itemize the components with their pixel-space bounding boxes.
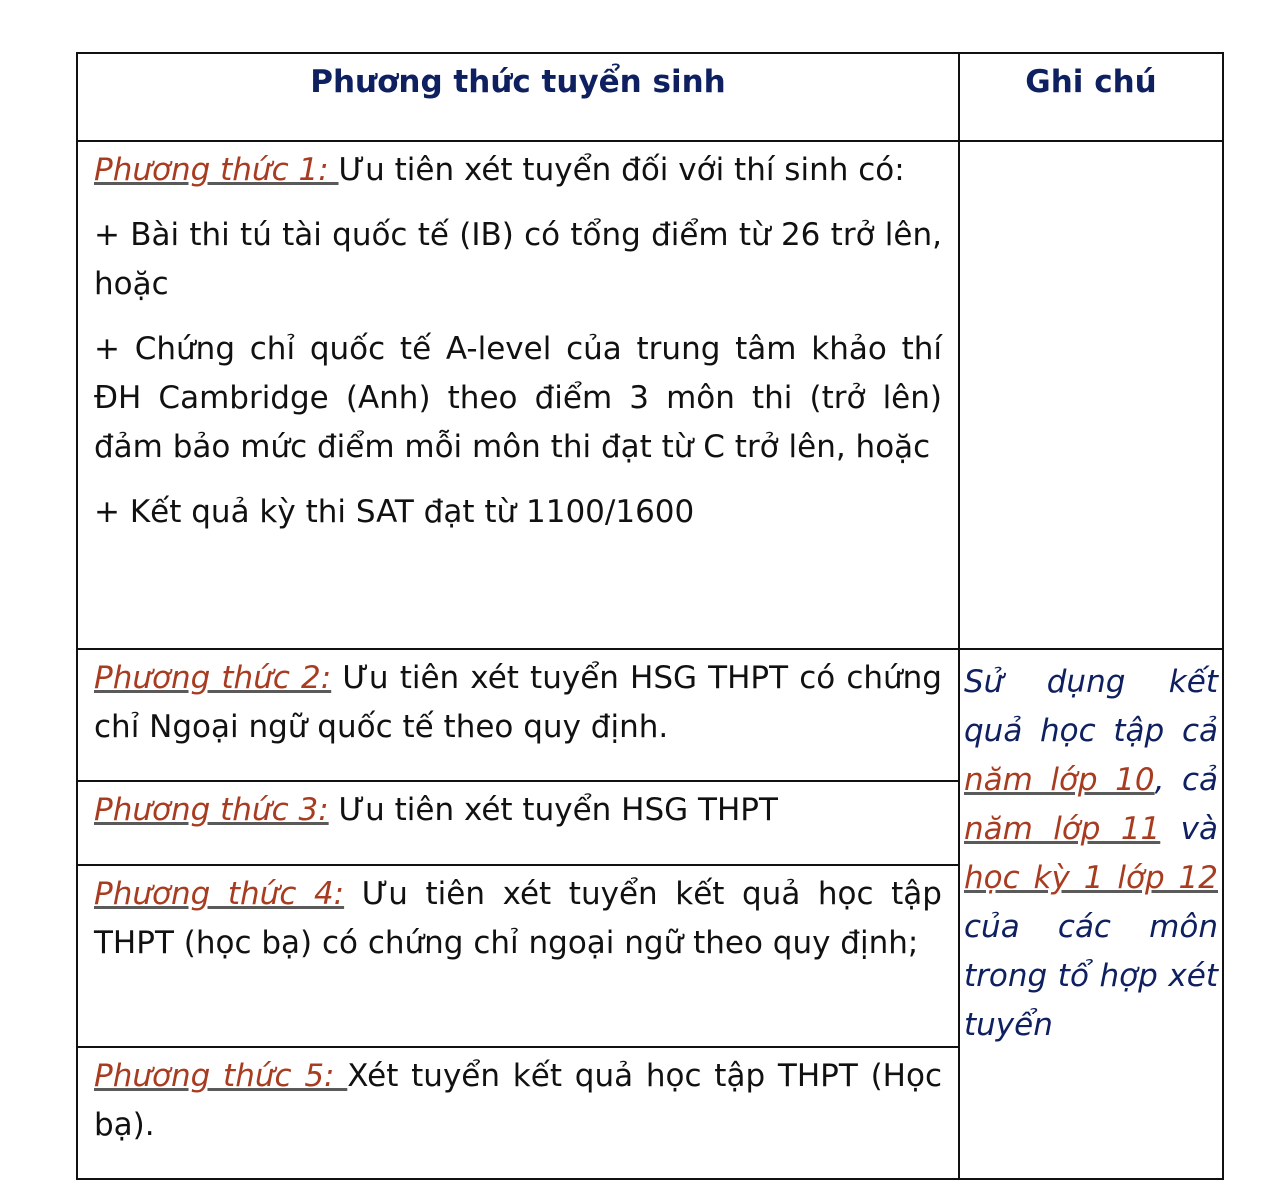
method-4-label: Phương thức 4: (94, 876, 345, 912)
method-1-text: Ưu tiên xét tuyển đối với thí sinh có: (338, 152, 905, 188)
method-1-bullet-alevel: + Chứng chỉ quốc tế A-level của trung tâm khảo thí ĐH Cambridge (Anh) theo điểm 3 môn thi (trở lên) đảm bảo mức điểm mỗi môn thi đạt từ C trở lên, hoặc (94, 331, 942, 465)
note-part-3: và (1160, 811, 1218, 847)
method-3-cell (76, 780, 960, 866)
method-5-text: Xét tuyển kết quả học tập THPT (Học bạ). (94, 1058, 942, 1143)
method-4-text: Ưu tiên xét tuyển kết quả học tập THPT (học bạ) có chứng chỉ ngoại ngữ theo quy định; (94, 876, 942, 961)
note-link-grade-10[interactable]: năm lớp 10 (964, 762, 1155, 798)
method-3-label: Phương thức 3: (94, 792, 329, 828)
method-1-cell (76, 140, 960, 650)
note-link-grade-11[interactable]: năm lớp 11 (964, 811, 1161, 847)
method-4-cell (76, 864, 960, 1048)
method-1-label: Phương thức 1: (94, 152, 339, 188)
header-note-label: Ghi chú (1025, 64, 1157, 100)
method-2-label: Phương thức 2: (94, 660, 332, 696)
method-1-bullet-sat: + Kết quả kỳ thi SAT đạt từ 1100/1600 (94, 494, 695, 530)
method-5-cell (76, 1046, 960, 1180)
note-part-4: của các môn trong tổ hợp xét tuyển (964, 909, 1218, 1043)
header-method (76, 52, 960, 142)
method-2-text: Ưu tiên xét tuyển HSG THPT có chứng chỉ Ngoại ngữ quốc tế theo quy định. (94, 660, 942, 745)
method-1-bullet-ib: + Bài thi tú tài quốc tế (IB) có tổng điểm từ 26 trở lên, hoặc (94, 217, 942, 302)
method-1-intro (94, 146, 942, 195)
method-3-text: Ưu tiên xét tuyển HSG THPT (328, 792, 778, 828)
methods-2-5-note-cell (958, 648, 1224, 1180)
header-note (958, 52, 1224, 142)
note-link-grade-12-sem-1[interactable]: học kỳ 1 lớp 12 (964, 860, 1218, 896)
note-part-2: , cả (1154, 762, 1218, 798)
method-1-note-cell (958, 140, 1224, 650)
note-part-1: Sử dụng kết quả học tập cả (964, 664, 1218, 749)
method-2-cell (76, 648, 960, 782)
method-5-label: Phương thức 5: (94, 1058, 348, 1094)
header-method-label: Phương thức tuyển sinh (310, 64, 726, 100)
admission-methods-table (76, 52, 1224, 1180)
